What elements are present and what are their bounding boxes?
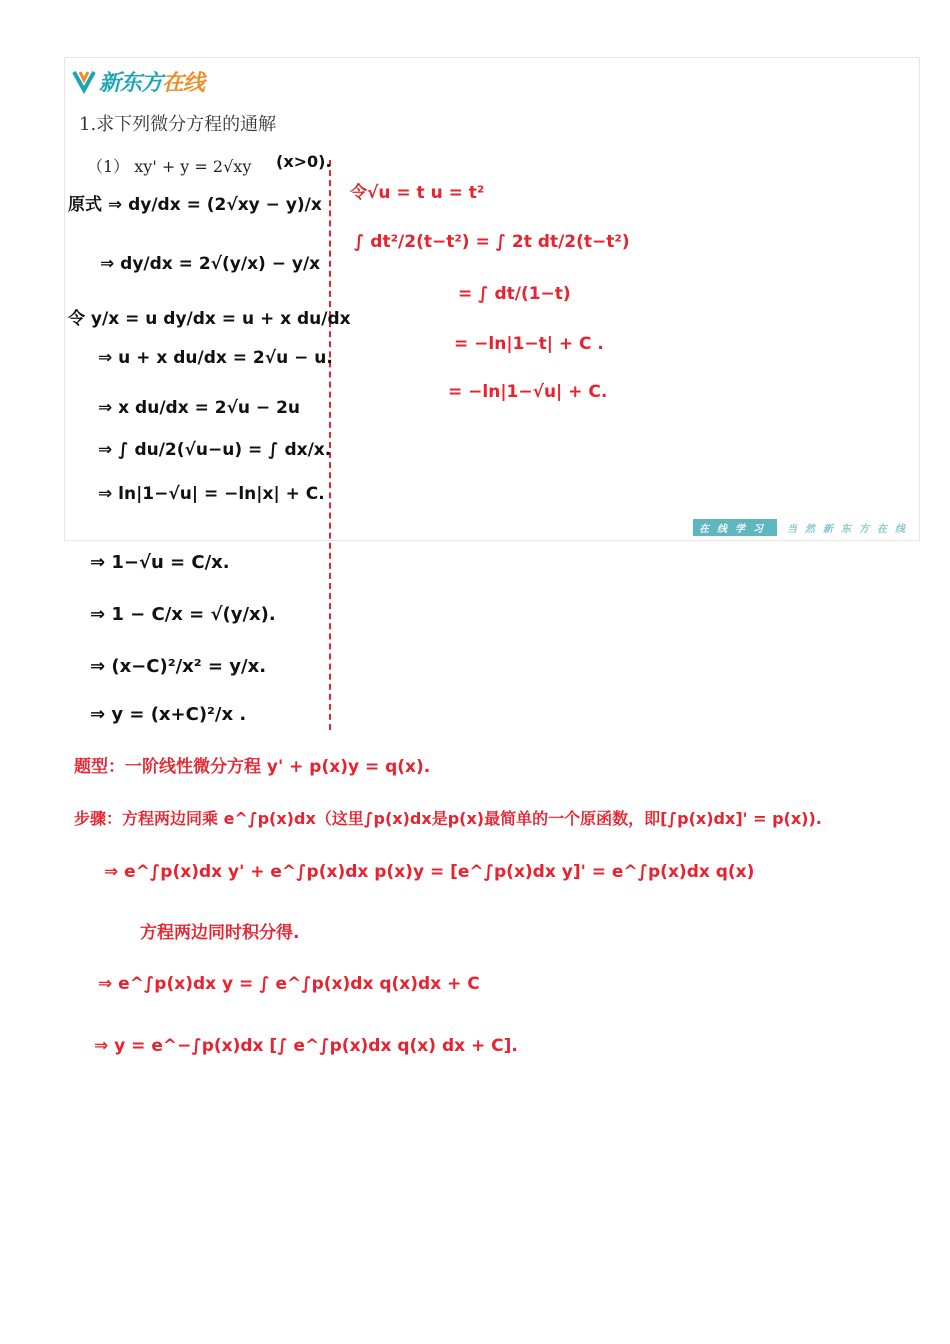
step-square: ⇒ (x−C)²/x² = y/x. xyxy=(90,656,267,677)
step-exp: ⇒ 1−√u = C/x. xyxy=(90,552,230,573)
step-rewrite: ⇒ dy/dx = 2√(y/x) − y/x xyxy=(100,254,321,274)
topic-integrated: ⇒ e^∫p(x)dx y = ∫ e^∫p(x)dx q(x)dx + C xyxy=(98,974,480,994)
step-original: 原式 ⇒ dy/dx = (2√xy − y)/x xyxy=(68,195,322,215)
xdf-logo xyxy=(71,64,204,98)
step-substituted: ⇒ u + x du/dx = 2√u − u. xyxy=(98,348,333,368)
logo-mark-icon xyxy=(71,68,97,94)
step-substitution: 令 y/x = u dy/dx = u + x du/dx xyxy=(68,309,351,329)
step-separate: ⇒ x du/dx = 2√u − 2u xyxy=(98,398,301,418)
footer-pill: 在线学习 xyxy=(693,519,777,536)
topic-step: 步骤：方程两边同乘 e^∫p(x)dx（这里∫p(x)dx是p(x)最简单的一个原函数，即[∫p(x)dx]' = p(x)). xyxy=(74,809,822,828)
side-back-substitute: = −ln|1−√u| + C. xyxy=(448,382,608,402)
step-sqrt: ⇒ 1 − C/x = √(y/x). xyxy=(90,604,276,625)
side-integral: ∫ dt²/2(t−t²) = ∫ 2t dt/2(t−t²) xyxy=(354,232,630,252)
footer-slogan: 当然新东方在线 xyxy=(787,524,913,535)
step-final: ⇒ y = (x+C)²/x . xyxy=(90,704,247,725)
logo-text-brand: 新东方 xyxy=(99,70,163,96)
topic-product-rule: ⇒ e^∫p(x)dx y' + e^∫p(x)dx p(x)y = [e^∫p(x)dx y]' = e^∫p(x)dx q(x) xyxy=(104,862,755,882)
domain-note: (x>0). xyxy=(276,152,332,171)
side-simplify: = ∫ dt/(1−t) xyxy=(458,284,571,304)
step-log-result: ⇒ ln|1−√u| = −ln|x| + C. xyxy=(98,484,325,504)
side-log: = −ln|1−t| + C . xyxy=(454,334,604,354)
topic-general-solution: ⇒ y = e^−∫p(x)dx [∫ e^∫p(x)dx q(x) dx + C]. xyxy=(94,1036,518,1056)
step-integrate: ⇒ ∫ du/2(√u−u) = ∫ dx/x. xyxy=(98,440,332,460)
topic-type: 题型：一阶线性微分方程 y' + p(x)y = q(x). xyxy=(74,757,431,777)
problem-statement: （1） xy' + y = 2√xy xyxy=(87,157,252,176)
topic-integrate-both: 方程两边同时积分得. xyxy=(140,923,300,943)
slide-title: 1.求下列微分方程的通解 xyxy=(79,114,277,135)
logo-text-online: 在线 xyxy=(162,70,205,96)
slide-footer xyxy=(693,519,913,536)
side-substitution: 令√u = t u = t² xyxy=(350,183,485,203)
